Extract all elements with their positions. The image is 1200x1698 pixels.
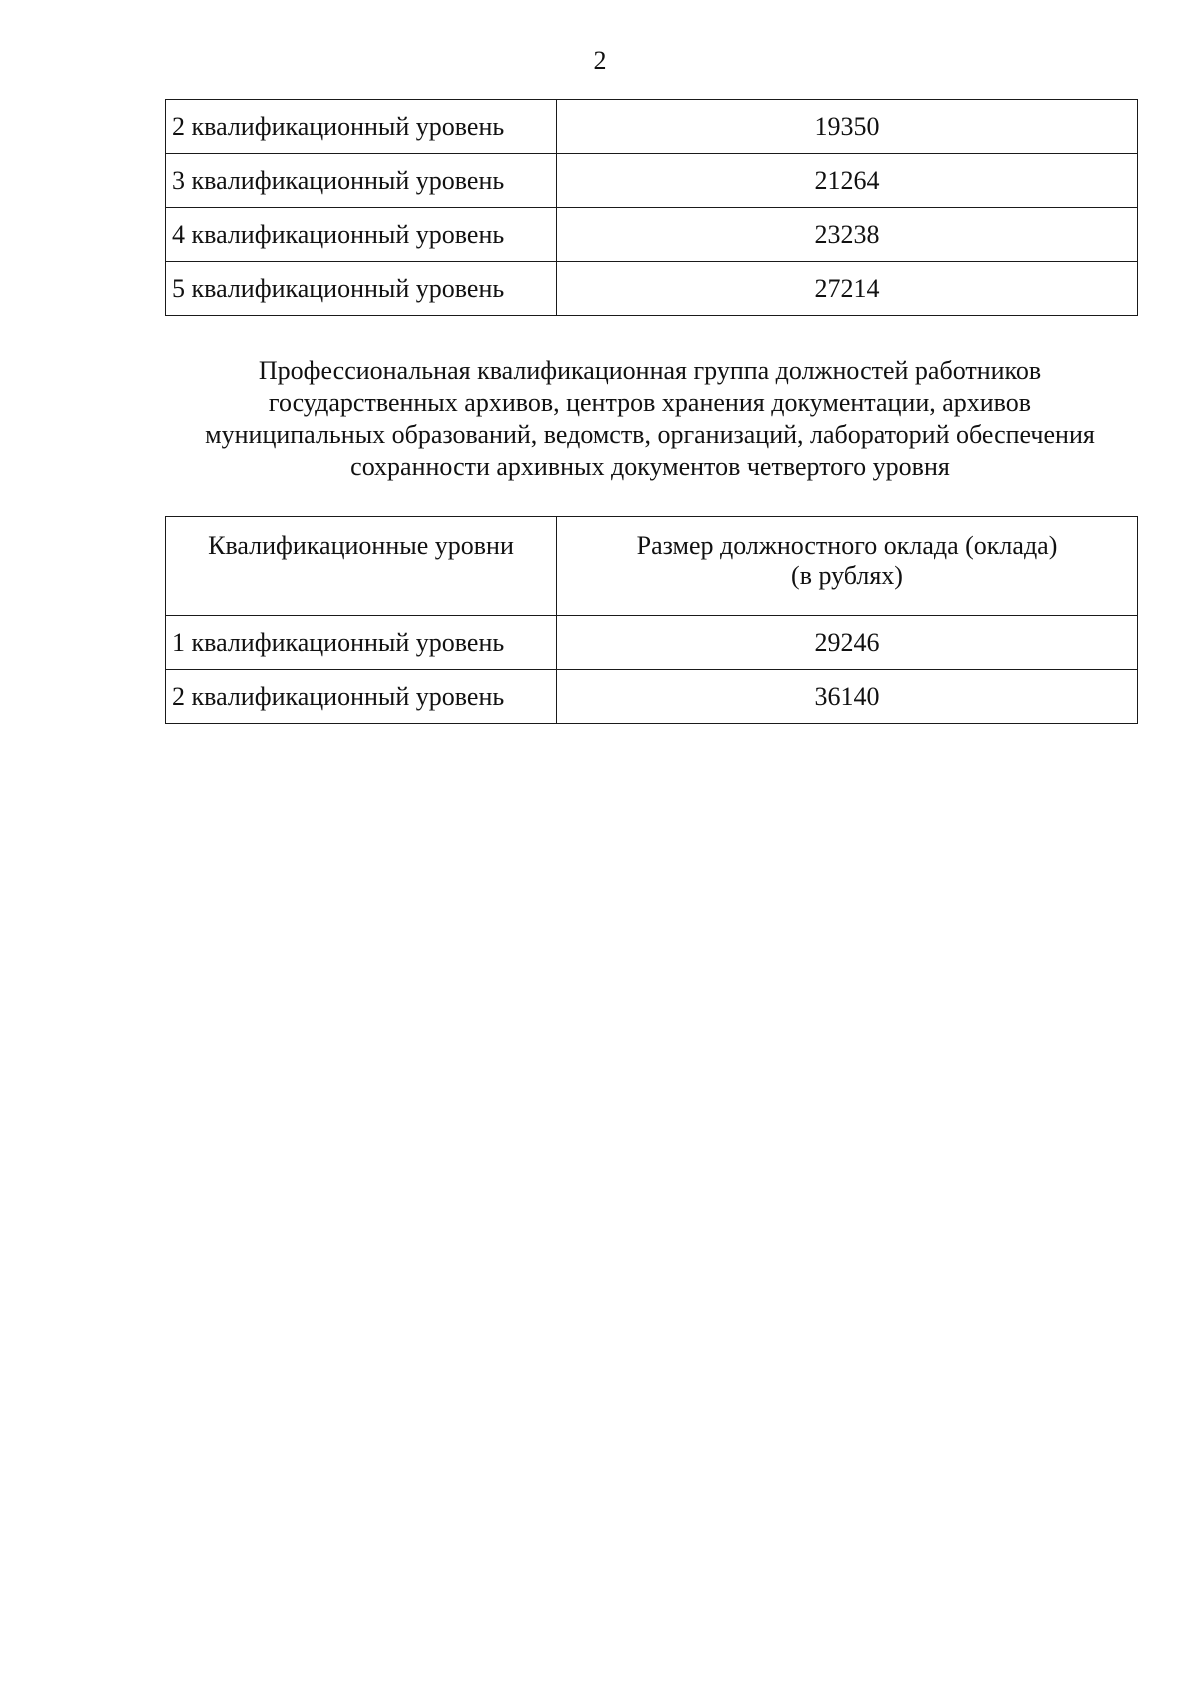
table-row [166,154,1138,208]
salary-cell: 21264 [557,154,1138,208]
header-qualification-levels: Квалификационные уровни [166,517,557,616]
table-row [166,208,1138,262]
section-title [150,355,1150,483]
section-title-line: государственных архивов, центров хранения документации, архивов [268,388,1032,417]
table-row [166,100,1138,154]
qualification-level-cell: 2 квалификационный уровень [166,670,557,724]
section-title-line: муниципальных образований, ведомств, организаций, лабораторий обеспечения [205,420,1095,449]
salary-cell: 27214 [557,262,1138,316]
salary-cell: 29246 [557,616,1138,670]
header-salary-line: Размер должностного оклада (оклада) [636,531,1058,560]
section-title-line: сохранности архивных документов четвертого уровня [350,452,950,481]
qualification-level-cell: 5 квалификационный уровень [166,262,557,316]
qualification-level-cell: 1 квалификационный уровень [166,616,557,670]
page-number: 2 [593,46,607,75]
salary-cell: 36140 [557,670,1138,724]
qualification-level-cell: 3 квалификационный уровень [166,154,557,208]
salary-table-continued [165,99,1138,316]
table-header-row [166,517,1138,616]
qualification-level-cell: 2 квалификационный уровень [166,100,557,154]
salary-cell: 23238 [557,208,1138,262]
qualification-level-cell: 4 квалификационный уровень [166,208,557,262]
salary-table-level4 [165,516,1138,724]
section-title-line: Профессиональная квалификационная группа должностей работников [258,356,1042,385]
table-row [166,670,1138,724]
header-salary-unit: (в рублях) [791,561,903,590]
header-salary [557,517,1138,616]
table-row [166,262,1138,316]
table-row [166,616,1138,670]
salary-cell: 19350 [557,100,1138,154]
